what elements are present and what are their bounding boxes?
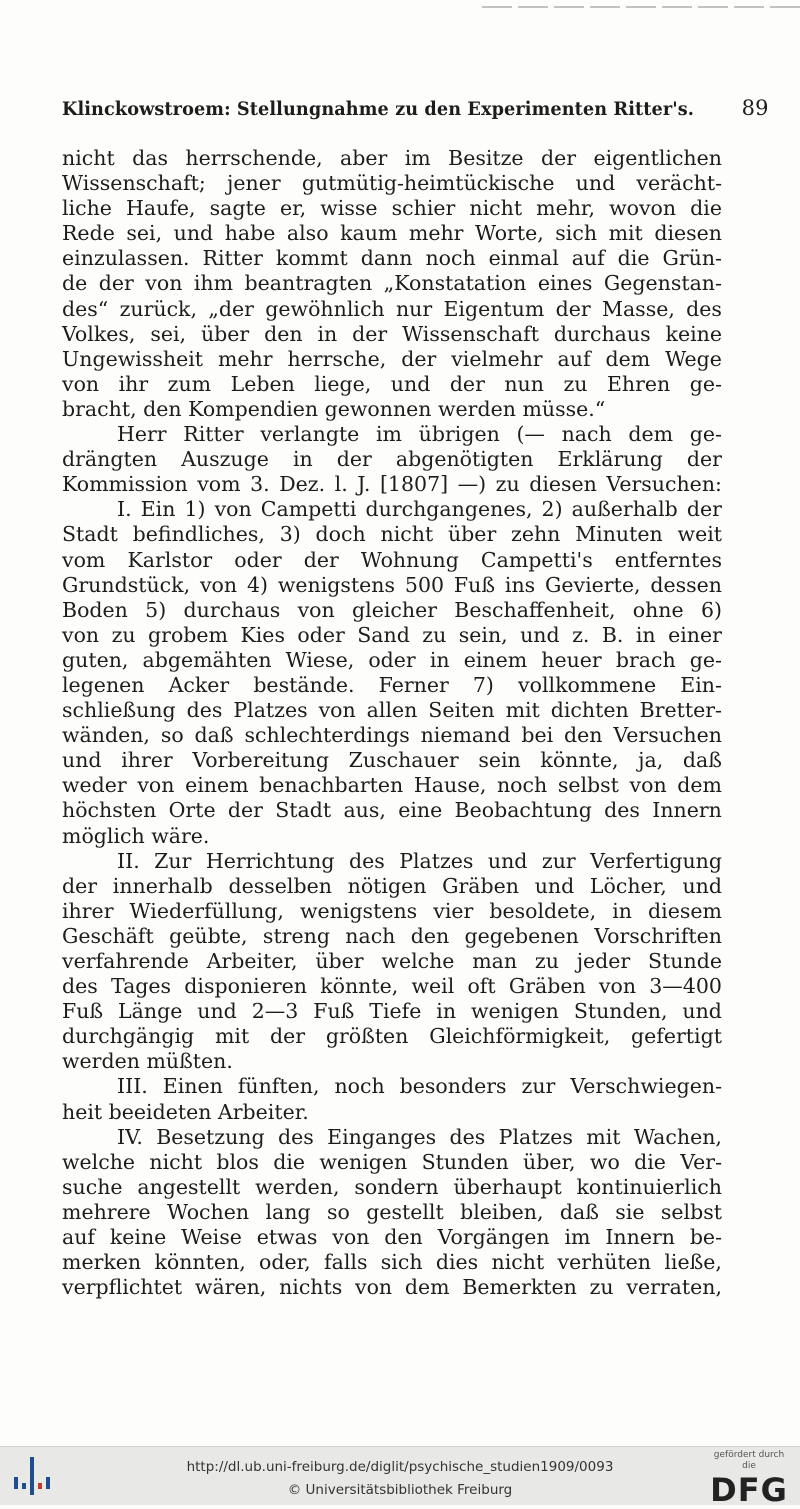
text-line: der innerhalb desselben nötigen Gräben und Löcher, und	[62, 873, 722, 898]
text-line: Stadt befindliches, 3) doch nicht über zehn Minuten weit	[62, 522, 722, 547]
text-line: des“ zurück, „der gewöhnlich nur Eigentum der Masse, des	[62, 296, 722, 321]
document-page	[62, 96, 769, 1300]
text-line: Grundstück, von 4) wenigstens 500 Fuß ins Gevierte, dessen	[62, 572, 722, 597]
text-line: Wissenschaft; jener gutmütig-heimtückische und verächt-	[62, 171, 722, 196]
text-line: vom Karlstor oder der Wohnung Campetti's entferntes	[62, 547, 722, 572]
text-line: bracht, den Kompendien gewonnen werden müsse.“	[62, 396, 606, 421]
text-line: ihrer Wiederfüllung, wenigstens vier besoldete, in diesem	[62, 898, 722, 923]
text-line: II. Zur Herrichtung des Platzes und zur Verfertigung	[117, 848, 722, 873]
source-url[interactable]: http://dl.ub.uni-freiburg.de/diglit/psychische_studien1909/0093	[186, 1459, 614, 1475]
text-line: Geschäft geübte, streng nach den gegebenen Vorschriften	[62, 923, 722, 948]
running-head	[62, 96, 769, 120]
text-line: mehrere Wochen lang so gestellt bleiben, daß sie selbst	[62, 1199, 722, 1224]
text-line: liche Haufe, sagte er, wisse schier nicht mehr, wovon die	[62, 196, 722, 221]
text-line: III. Einen fünften, noch besonders zur Verschwiegen-	[117, 1074, 722, 1099]
text-line: Rede sei, und habe also kaum mehr Worte, sich mit diesen	[62, 221, 722, 246]
text-line: wänden, so daß schlechterdings niemand bei den Versuchen	[62, 723, 722, 748]
text-line: werden müßten.	[62, 1049, 233, 1074]
text-line: höchsten Orte der Stadt aus, eine Beobachtung des Innern	[62, 798, 722, 823]
text-line: von zu grobem Kies oder Sand zu sein, und z. B. in einer	[62, 622, 722, 647]
dfg-caption: gefördert durch die	[713, 1450, 785, 1471]
text-line: guten, abgemähten Wiese, oder in einem heuer brach ge-	[62, 647, 722, 672]
dfg-logo-text: DFG	[710, 1471, 788, 1509]
text-line: Fuß Länge und 2—3 Fuß Tiefe in wenigen Stunden, und	[62, 999, 722, 1024]
text-line: schließung des Platzes von allen Seiten mit dichten Bretter-	[62, 698, 722, 723]
text-line: möglich wäre.	[62, 823, 210, 848]
text-line: Kommission vom 3. Dez. l. J. [1807] —) zu diesen Versuchen:	[62, 472, 722, 497]
running-head-title: Klinckowstroem: Stellungnahme zu den Experimenten Ritter's.	[62, 98, 695, 120]
copyright-text: © Universitätsbibliothek Freiburg	[287, 1482, 513, 1498]
dfg-logo	[706, 1450, 792, 1509]
text-line: durchgängig mit der größten Gleichförmigkeit, gefertigt	[62, 1024, 722, 1049]
text-line: merken könnten, oder, falls sich dies nicht verhüten ließe,	[62, 1250, 722, 1275]
body-text	[62, 146, 722, 1300]
text-line: drängten Auszuge in der abgenötigten Erklärung der	[62, 447, 722, 472]
footer-bar	[0, 1446, 800, 1509]
text-line: de der von ihm beantragten „Konstatation eines Gegenstan-	[62, 271, 722, 296]
text-line: welche nicht blos die wenigen Stunden über, wo die Ver-	[62, 1149, 722, 1174]
text-line: auf keine Weise etwas von den Vorgängen im Innern be-	[62, 1225, 722, 1250]
text-line: verpflichtet wären, nichts von dem Bemerkten zu verraten,	[62, 1275, 722, 1300]
text-line: heit beeideten Arbeiter.	[62, 1099, 309, 1124]
text-line: IV. Besetzung des Einganges des Platzes mit Wachen,	[117, 1124, 722, 1149]
text-line: Herr Ritter verlangte im übrigen (— nach dem ge-	[117, 422, 722, 447]
text-line: Boden 5) durchaus von gleicher Beschaffenheit, ohne 6)	[62, 597, 722, 622]
text-line: I. Ein 1) von Campetti durchgangenes, 2) außerhalb der	[117, 497, 722, 522]
text-line: von ihr zum Leben liege, und der nun zu Ehren ge-	[62, 371, 722, 396]
text-line: weder von einem benachbarten Hause, noch selbst von dem	[62, 773, 722, 798]
top-scan-rule	[482, 6, 800, 8]
text-line: nicht das herrschende, aber im Besitze der eigentlichen	[62, 146, 722, 170]
page-number: 89	[741, 96, 769, 120]
text-line: des Tages disponieren könnte, weil oft Gräben von 3—400	[62, 974, 722, 999]
text-line: Ungewissheit mehr herrsche, der vielmehr auf dem Wege	[62, 346, 722, 371]
text-line: Volkes, sei, über den in der Wissenschaft durchaus keine	[62, 321, 722, 346]
text-line: und ihrer Vorbereitung Zuschauer sein könnte, ja, daß	[62, 748, 722, 773]
text-line: einzulassen. Ritter kommt dann noch einmal auf die Grün-	[62, 246, 722, 271]
text-line: verfahrende Arbeiter, über welche man zu jeder Stunde	[62, 949, 722, 973]
text-line: legenen Acker bestände. Ferner 7) vollkommene Ein-	[62, 672, 722, 697]
text-line: suche angestellt werden, sondern überhaupt kontinuierlich	[62, 1174, 722, 1199]
